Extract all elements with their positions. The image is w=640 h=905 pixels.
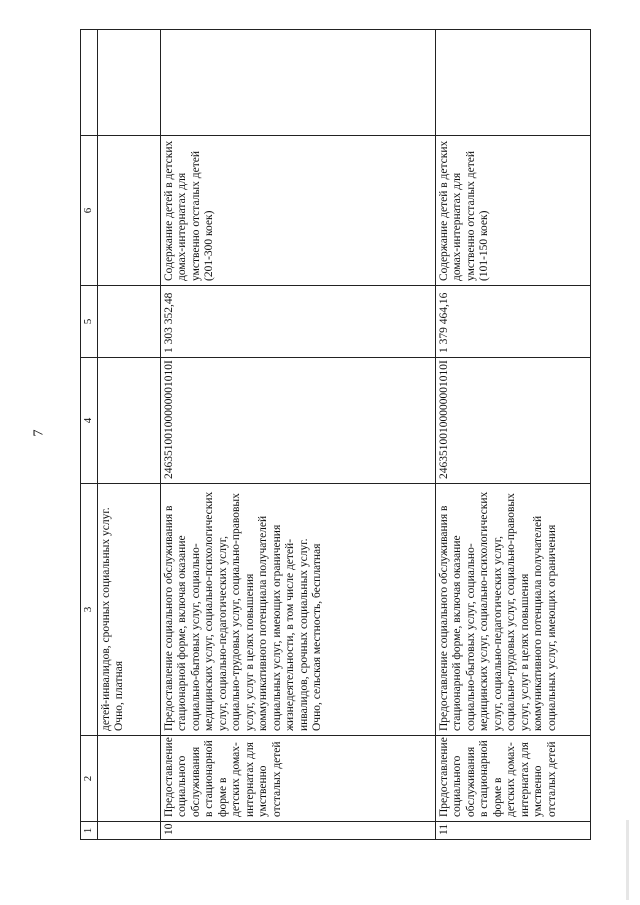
- cell-empty: [161, 30, 436, 136]
- header-cell: 5: [81, 286, 98, 358]
- rotated-table-canvas: [80, 30, 558, 840]
- cell-description: Предоставление социального обслуживания в стационарной форме, включая оказание социально-бытовых услуг, социально-медицинских услуг, социально-психологических услуг, социально-педагогических услуг, социально-трудовых услуг, социально-правовых услуг, услуг в целях повышения коммуникативного потенциала получателей социальных услуг, имеющих ограничения жизнедеятельности, в том числе детей-инвалидов, срочных социальных услуг. Очно, сельская местность, бесплатная: [161, 484, 436, 736]
- cell-empty: [98, 30, 161, 136]
- cell-amount: 1 379 464,16: [436, 286, 591, 358]
- header-cell-empty: [81, 30, 98, 136]
- cell-empty: [436, 30, 591, 136]
- cell-row-number: 10: [161, 822, 436, 840]
- cell-row-number: 11: [436, 822, 591, 840]
- table-row-continuation: [98, 30, 161, 840]
- table-row: [161, 30, 436, 840]
- header-cell: 1: [81, 822, 98, 840]
- rotated-table-wrapper: [80, 30, 558, 840]
- header-cell: 3: [81, 484, 98, 736]
- cell-code: 24635100100000001010I: [436, 358, 591, 484]
- page-number: 7: [31, 429, 47, 437]
- cell-description: Предоставление социального обслуживания в стационарной форме, включая оказание социально-бытовых услуг, социально-медицинских услуг, социально-психологических услуг, социально-педагогических услуг, социально-трудовых услуг, социально-правовых услуг, услуг в целях повышения коммуникативного потенциала получателей социальных услуг, имеющих ограничения: [436, 484, 591, 736]
- cell-note: Содержание детей в детских домах-интернатах для умственно отсталых детей (101-150 коек): [436, 136, 591, 286]
- cell-empty: [98, 358, 161, 484]
- table-row: [436, 30, 591, 840]
- cell-service-name: Предоставление социального обслуживания в стационарной форме в детских домах-интернатах для умственно отсталых детей: [161, 736, 436, 822]
- header-cell: 2: [81, 736, 98, 822]
- cell-empty: [98, 136, 161, 286]
- scan-edge-mark: [626, 820, 629, 900]
- cell-service-name: Предоставление социального обслуживания в стационарной форме в детских домах-интернатах для умственно отсталых детей: [436, 736, 591, 822]
- header-cell: 4: [81, 358, 98, 484]
- cell-empty: [98, 736, 161, 822]
- cell-empty: [98, 822, 161, 840]
- cell-code: 24635100100000001010I: [161, 358, 436, 484]
- table-header-row: [81, 30, 98, 840]
- cell-continuation-description: детей-инвалидов, срочных социальных услуг. Очно, платная: [98, 484, 161, 736]
- services-table: [80, 29, 591, 840]
- cell-empty: [98, 286, 161, 358]
- cell-note: Содержание детей в детских домах-интернатах для умственно отсталых детей (201-300 коек): [161, 136, 436, 286]
- header-cell: 6: [81, 136, 98, 286]
- cell-amount: 1 303 352,48: [161, 286, 436, 358]
